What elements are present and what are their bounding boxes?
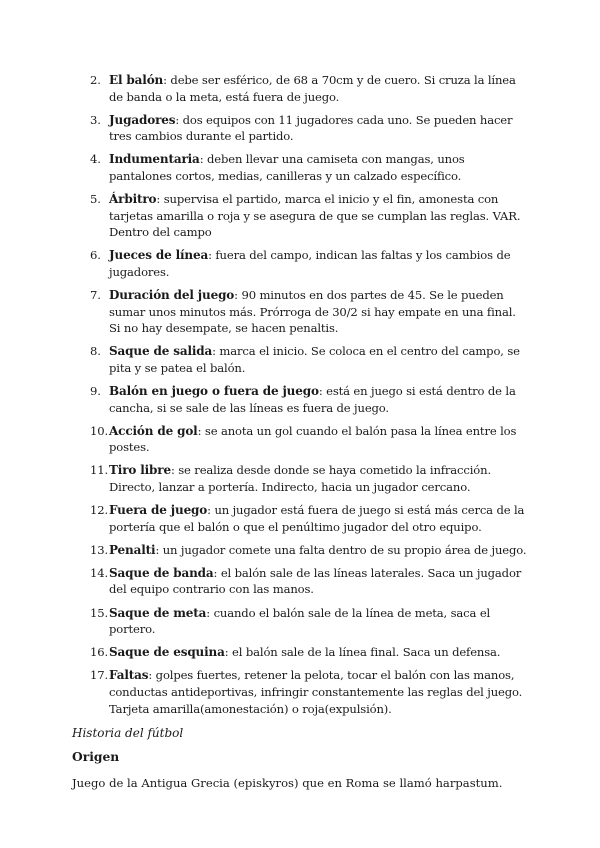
rule-term: Acción de gol <box>109 423 198 438</box>
rule-text: : un jugador comete una falta dentro de su propio área de juego. <box>155 542 527 557</box>
rule-text: : un jugador está fuera de juego si está más cerca de la portería que el balón o que el penúltimo jugador del otro equipo. <box>109 503 525 534</box>
rule-item <box>72 667 528 717</box>
rule-term: Saque de banda <box>109 565 214 580</box>
rule-item <box>72 72 528 105</box>
rule-text: : el balón sale de las líneas laterales. Saca un jugador del equipo contrario con las manos. <box>109 565 522 597</box>
rule-item <box>72 462 528 495</box>
history-title: Historia del fútbol <box>72 726 184 741</box>
rule-item <box>72 112 528 145</box>
rule-term: Balón en juego o fuera de juego <box>109 384 319 398</box>
rule-item <box>72 343 528 376</box>
rule-item <box>72 644 528 661</box>
rule-text: : dos equipos con 11 jugadores cada uno. Se pueden hacer tres cambios durante el partido. <box>109 112 513 144</box>
rule-term: Fuera de juego <box>109 503 208 518</box>
rule-number: 3. <box>90 112 101 127</box>
rule-number: 6. <box>90 248 101 263</box>
rule-item <box>72 542 528 559</box>
rule-item <box>72 247 528 280</box>
rule-text: : fuera del campo, indican las faltas y los cambios de jugadores. <box>109 248 511 279</box>
rule-text: : golpes fuertes, retener la pelota, tocar el balón con las manos, conductas antideportivas, infringir constantemente las reglas del juego. Tarjeta amarilla(amonestación) o roja(expulsión). <box>109 668 523 716</box>
rule-term: Faltas <box>109 668 149 683</box>
rule-number: 11. <box>90 463 108 478</box>
rule-term: El balón <box>109 73 164 87</box>
rule-term: Saque de esquina <box>109 645 225 660</box>
rule-item <box>72 423 528 456</box>
rule-item <box>72 605 528 638</box>
rule-number: 14. <box>90 565 108 580</box>
rule-number: 2. <box>90 73 101 87</box>
rule-term: Penalti <box>109 542 156 557</box>
origin-heading: Origen <box>72 749 120 765</box>
rule-text: : está en juego si está dentro de la cancha, si se sale de las líneas es fuera de juego. <box>109 384 516 415</box>
rule-text: : el balón sale de la línea final. Saca un defensa. <box>224 645 501 660</box>
rules-list <box>72 72 528 717</box>
rule-text: : deben llevar una camiseta con mangas, unos pantalones cortos, medias, canilleras y un calzado específico. <box>109 152 465 183</box>
rule-text: : se realiza desde donde se haya cometido la infracción. Directo, lanzar a portería. Indirecto, hacia un jugador cercano. <box>109 463 491 494</box>
rule-term: Jugadores <box>109 112 176 127</box>
rule-item <box>72 383 528 416</box>
origin-paragraph: Juego de la Antigua Grecia (episkyros) que en Roma se llamó harpastum. <box>72 776 503 791</box>
rule-item <box>72 191 528 241</box>
rule-text: : debe ser esférico, de 68 a 70cm y de cuero. Si cruza la línea de banda o la meta, está fuera de juego. <box>109 73 516 104</box>
rule-text: : marca el inicio. Se coloca en el centro del campo, se pita y se patea el balón. <box>109 344 520 375</box>
rule-number: 15. <box>90 605 108 620</box>
rule-term: Saque de meta <box>109 605 207 620</box>
rule-text: : se anota un gol cuando el balón pasa la línea entre los postes. <box>109 423 517 455</box>
rule-term: Jueces de línea <box>109 248 209 263</box>
rule-number: 4. <box>90 152 101 167</box>
rule-item <box>72 502 528 535</box>
rule-item <box>72 565 528 598</box>
rule-text: : cuando el balón sale de la línea de meta, saca el portero. <box>109 605 491 637</box>
rule-term: Saque de salida <box>109 344 213 359</box>
rule-number: 13. <box>90 542 108 557</box>
rule-number: 16. <box>90 645 108 660</box>
rule-number: 8. <box>90 344 101 359</box>
rule-term: Indumentaria <box>109 152 200 167</box>
rule-item <box>72 287 528 337</box>
rule-term: Duración del juego <box>109 288 235 303</box>
rule-number: 7. <box>90 288 101 303</box>
rule-number: 17. <box>90 668 108 683</box>
rule-number: 9. <box>90 384 101 398</box>
rule-term: Árbitro <box>109 192 157 207</box>
rule-item <box>72 151 528 184</box>
rule-text: : 90 minutos en dos partes de 45. Se le pueden sumar unos minutos más. Prórroga de 30/2 si hay empate en una final. Si no hay desempate, se hacen penaltis. <box>109 288 516 336</box>
rule-number: 5. <box>90 192 101 207</box>
rule-number: 12. <box>90 503 108 518</box>
rule-text: : supervisa el partido, marca el inicio y el fin, amonesta con tarjetas amarilla o roja y se asegura de que se cumplan las reglas. VAR. Dentro del campo <box>109 192 521 240</box>
rule-number: 10. <box>90 423 108 438</box>
rule-term: Tiro libre <box>109 463 171 478</box>
